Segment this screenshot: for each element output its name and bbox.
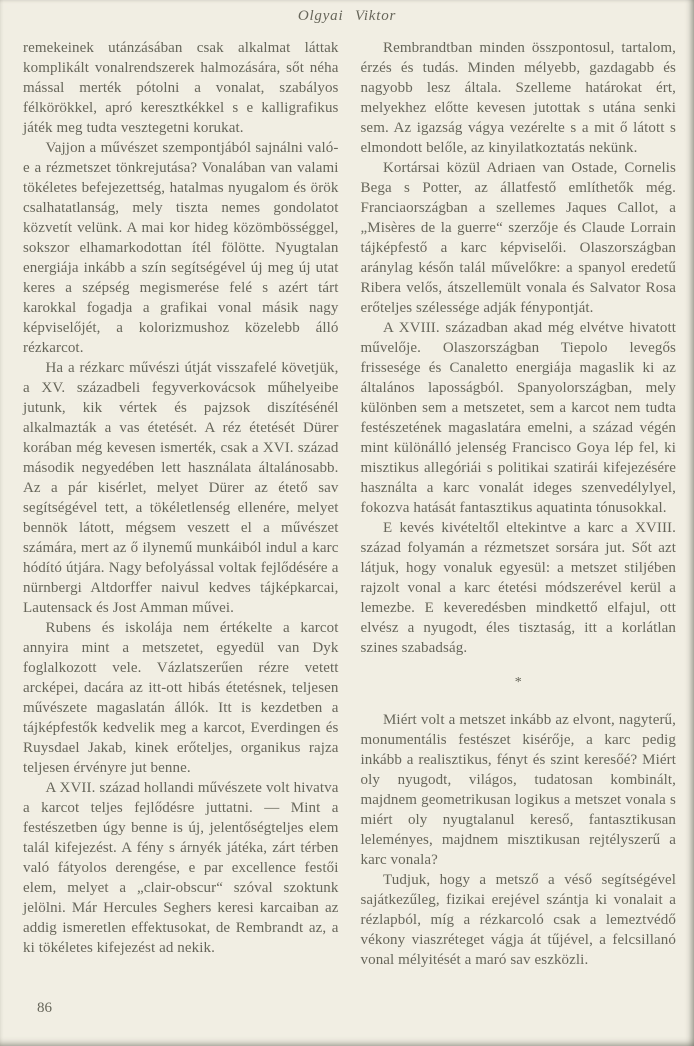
- running-header: Olgyai Viktor: [297, 8, 397, 24]
- paragraph: Miért volt a metszet inkább az elvont, nagyterű, monumentális festészet kisérője, a karc pedig inkább a realisztikus, fényt és szint keresőé? Miért oly nyugodt, világos, tudatosan kombinált, majdnem geometrikusan logikus a metszet vonala s miért oly nyugtalanul kereső, fantasztikusan leleményes, majdnem misztikusan rejtélyszerű a karc vonala?: [360, 712, 676, 868]
- text-columns: [0, 30, 694, 970]
- paragraph: Kortársai közül Adriaen van Ostade, Cornelis Bega s Potter, az állatfestő említhetők még. Franciaországban a szellemes Jaques Callot, a „Misères de la guerre“ szerzője és Claude Lorrain tájképfestő a karc képviselői. Olaszországban aránylag későn talál művelőkre: a spanyol eredetű Ribera velős, átszellemült vonala és Salvator Rosa erőteljes szélessége adják fénypontját.: [360, 160, 676, 316]
- paragraph: E kevés kivételtől eltekintve a karc a XVIII. század folyamán a rézmetszet sorsára jut. Sőt azt látjuk, hogy vonaluk egyesül: a metszet stiljében rajzolt vonal a karc étetési módszerével kerül a lemezbe. E keveredésben mindkettő elfajul, ott elvész a nyugodt, éles tisztaság, itt a korlátlan szines szabadság.: [360, 520, 676, 656]
- section-divider-asterisk: *: [514, 675, 522, 690]
- paragraph: Ha a rézkarc művészi útját visszafelé követjük, a XV. századbeli fegyverkovácsok műhelyeibe jutunk, kik vértek és pajzsok diszítésénél alkalmazták a vas étetését. A réz étetését Dürer korában még kevesen ismerték, csak a XVI. század második negyedében lett használata általánosabb. Az a pár kisérlet, melyet Dürer az étető sav segítségével tett, a tökéletlenség ellenére, melyet bennök látott, mégsem veszett el a művészet számára, mert az ő ilynemű munkáiból indul a karc hódító útjára. Nagy befolyással voltak fejlődésére a nürnbergi Altdorffer naivul kedves tájképkarcai, Lautensack és Jost Amman művei.: [23, 360, 339, 616]
- page-number: 86: [37, 1000, 52, 1016]
- paragraph: A XVIII. században akad még elvétve hivatott művelője. Olaszországban Tiepolo levegős frissesége és Canaletto energiája magaslik ki az általános laposságból. Spanyolországban, mely különben sem a metszetet, sem a karcot nem tudta festészetének magaslatára emelni, a század végén mint különálló jelenség Francisco Goya lép fel, ki misztikus allegóriái s politikai szatirái kifejezésére használta a karc vonalát ideges szenvedélylyel, fokozva hatását fantasztikus aquatinta tónusokkal.: [360, 320, 676, 516]
- paragraph: Tudjuk, hogy a metsző a véső segítségével sajátkezűleg, fizikai erejével szántja ki vonalait a rézlapból, míg a rézkarcoló csak a lemeztvédő vékony viaszréteget vágja át tűjével, a felcsillanó vonal mélyitését a maró sav eszközli.: [360, 872, 676, 968]
- paragraph: Rubens és iskolája nem értékelte a karcot annyira mint a metszetet, egyedül van Dyk foglalkozott vele. Vázlatszerűen rézre vetett arcképei, dacára az itt-ott hibás étetésnek, teljesen művészete magaslatán állók. Itt is kezdetben a tájképfestők kedvelik meg a karcot, Everdingen és Ruysdael Jakab, kinek erőteljes, organikus rajza teljesen érvényre jut benne.: [23, 620, 339, 776]
- paragraph: remekeinek utánzásában csak alkalmat láttak komplikált vonalrendszerek halmozására, sőt néha mással merték pótolni a vonalat, szabályos félkörökkel, apró keresztkékkel s e kalligrafikus játék meg tudta vesztegetni korukat.: [23, 40, 339, 136]
- paragraph: Vajjon a művészet szempontjából sajnálni való-e a rézmetszet tönkrejutása? Vonalában van valami tökéletes befejezettség, hatalmas nyugalom és örök csalhatatlanság, mely tiszta nemes gondolatot közvetít velünk. A mai kor hideg közömbösséggel, sokszor elhamarkodottan ítél fölötte. Nyugtalan energiája inkább a szín segítségével új meg új utat keres a szépség megismerése felé s azért tárt karokkal fogadja a grafikai vonal másik nagy képviselőjét, a kolorizmushoz közelebb álló rézkarcot.: [23, 140, 339, 356]
- right-column: [361, 38, 677, 970]
- paragraph: Rembrandtban minden összpontosul, tartalom, érzés és tudás. Minden mélyebb, gazdagabb és nagyobb lesz általa. Szelleme határokat ért, melyekhez előtte kevesen jutottak s utána senki sem. Az igazság vágya vezérelte s a mit ő látott s elmondott belőle, az kinyilatkoztatás nekünk.: [360, 40, 676, 156]
- left-column: [23, 38, 339, 970]
- paragraph: A XVII. század hollandi művészete volt hivatva a karcot teljes fejlődésre juttatni. — Mint a festészetben úgy benne is új, jelentőségteljes elem talál kifejezést. A fény s árnyék játéka, zárt térben való fátyolos derengése, e par excellence festői elem, melyet a „clair-obscur“ szóval szoktunk jelölni. Már Hercules Seghers keresi karcaiban az addig ismeretlen effektusokat, de Rembrandt az, a ki tökéletes kifejezést ad nekik.: [23, 780, 339, 956]
